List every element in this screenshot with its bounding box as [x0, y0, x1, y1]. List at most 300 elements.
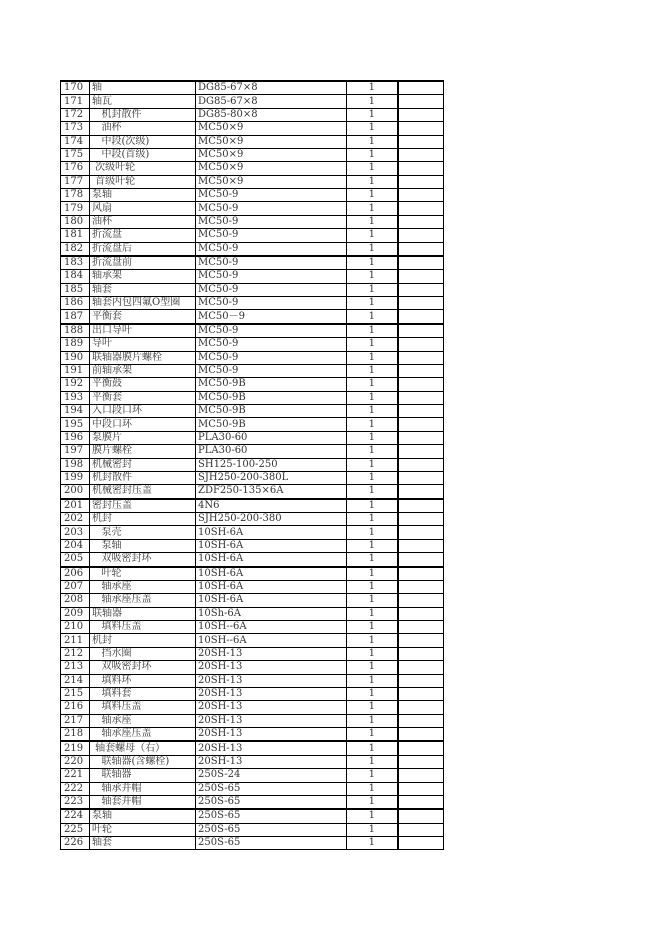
model-cell[interactable]: MC50×9 — [196, 175, 347, 188]
row-number-cell[interactable]: 196 — [61, 431, 90, 444]
quantity-cell[interactable]: 1 — [347, 594, 398, 607]
row-number-cell[interactable]: 211 — [61, 634, 90, 647]
part-name-cell[interactable]: 联轴器 — [90, 769, 196, 782]
remarks-cell[interactable] — [398, 95, 444, 108]
remarks-cell[interactable] — [398, 499, 444, 513]
part-name-cell[interactable]: 出口导叶 — [90, 324, 196, 338]
row-number-cell[interactable]: 187 — [61, 310, 90, 324]
model-cell[interactable]: MC50-9 — [196, 324, 347, 338]
quantity-cell[interactable]: 1 — [347, 175, 398, 188]
row-number-cell[interactable]: 189 — [61, 338, 90, 351]
model-cell[interactable]: 250S-65 — [196, 809, 347, 823]
quantity-cell[interactable]: 1 — [347, 526, 398, 539]
remarks-cell[interactable] — [398, 728, 444, 742]
model-cell[interactable]: 10SH-6A — [196, 539, 347, 552]
part-name-cell[interactable]: 叶轮 — [90, 567, 196, 581]
table-row — [61, 701, 444, 714]
part-name-cell[interactable]: 中段(次级) — [90, 135, 196, 148]
row-number-cell[interactable]: 183 — [61, 256, 90, 270]
remarks-cell[interactable] — [398, 202, 444, 215]
model-cell[interactable]: PLA30-60 — [196, 445, 347, 458]
model-cell[interactable]: 10SH--6A — [196, 634, 347, 647]
remarks-cell[interactable] — [398, 823, 444, 836]
model-cell[interactable]: MC50-9 — [196, 283, 347, 296]
row-number-cell[interactable]: 186 — [61, 297, 90, 310]
part-name-cell[interactable]: 轴承架 — [90, 270, 196, 283]
remarks-cell[interactable] — [398, 687, 444, 700]
part-name-cell[interactable]: 联轴器 — [90, 607, 196, 620]
part-name-cell[interactable]: 轴套并帽 — [90, 795, 196, 809]
row-number-cell[interactable]: 178 — [61, 189, 90, 202]
quantity-cell[interactable]: 1 — [347, 755, 398, 768]
part-name-cell[interactable]: 油杯 — [90, 215, 196, 228]
model-cell[interactable]: MC50-9 — [196, 202, 347, 215]
model-cell[interactable]: MC50×9 — [196, 135, 347, 148]
table-row — [61, 364, 444, 377]
quantity-cell[interactable]: 1 — [347, 256, 398, 270]
remarks-cell[interactable] — [398, 567, 444, 581]
model-cell[interactable]: MC50-9 — [196, 364, 347, 377]
row-number-cell[interactable]: 224 — [61, 809, 90, 823]
quantity-cell[interactable]: 1 — [347, 687, 398, 700]
model-cell[interactable]: MC50-9 — [196, 270, 347, 283]
remarks-cell[interactable] — [398, 256, 444, 270]
model-cell[interactable]: MC50-9B — [196, 378, 347, 391]
table-row — [61, 741, 444, 755]
part-name-cell[interactable]: 轴承并帽 — [90, 782, 196, 795]
row-number-cell[interactable]: 215 — [61, 687, 90, 700]
model-cell[interactable]: MC50-9 — [196, 242, 347, 256]
row-number-cell[interactable]: 174 — [61, 135, 90, 148]
row-number-cell[interactable]: 223 — [61, 795, 90, 809]
row-number-cell[interactable]: 221 — [61, 769, 90, 782]
remarks-cell[interactable] — [398, 580, 444, 593]
quantity-cell[interactable]: 1 — [347, 513, 398, 526]
quantity-cell[interactable]: 1 — [347, 661, 398, 674]
remarks-cell[interactable] — [398, 701, 444, 714]
row-number-cell[interactable]: 191 — [61, 364, 90, 377]
remarks-cell[interactable] — [398, 418, 444, 431]
part-name-cell[interactable]: 轴 — [90, 81, 196, 95]
remarks-cell[interactable] — [398, 175, 444, 188]
row-number-cell[interactable]: 200 — [61, 485, 90, 499]
remarks-cell[interactable] — [398, 108, 444, 121]
model-cell[interactable]: 10Sh-6A — [196, 607, 347, 620]
quantity-cell[interactable]: 1 — [347, 405, 398, 418]
part-name-cell[interactable]: 填料压盖 — [90, 621, 196, 634]
table-row — [61, 215, 444, 228]
model-cell[interactable]: 10SH-6A — [196, 553, 347, 567]
model-cell[interactable]: MC50-9 — [196, 256, 347, 270]
quantity-cell[interactable]: 1 — [347, 809, 398, 823]
row-number-cell[interactable]: 185 — [61, 283, 90, 296]
quantity-cell[interactable]: 1 — [347, 324, 398, 338]
quantity-cell[interactable]: 1 — [347, 270, 398, 283]
remarks-cell[interactable] — [398, 162, 444, 175]
table-row — [61, 418, 444, 431]
quantity-cell[interactable]: 1 — [347, 81, 398, 95]
model-cell[interactable]: 10SH-6A — [196, 580, 347, 593]
row-number-cell[interactable]: 216 — [61, 701, 90, 714]
part-name-cell[interactable]: 泵轴 — [90, 189, 196, 202]
model-cell[interactable]: MC50×9 — [196, 148, 347, 161]
quantity-cell[interactable]: 1 — [347, 701, 398, 714]
model-cell[interactable]: 20SH-13 — [196, 701, 347, 714]
quantity-cell[interactable]: 1 — [347, 418, 398, 431]
part-name-cell[interactable]: 平衡套 — [90, 310, 196, 324]
parts-table — [60, 80, 444, 850]
model-cell[interactable]: MC50-9B — [196, 391, 347, 404]
quantity-cell[interactable]: 1 — [347, 391, 398, 404]
model-cell[interactable]: MC50－9 — [196, 310, 347, 324]
remarks-cell[interactable] — [398, 621, 444, 634]
remarks-cell[interactable] — [398, 837, 444, 850]
model-cell[interactable]: DG85-80×8 — [196, 108, 347, 121]
remarks-cell[interactable] — [398, 485, 444, 499]
model-cell[interactable]: DG85-67×8 — [196, 95, 347, 108]
remarks-cell[interactable] — [398, 229, 444, 242]
remarks-cell[interactable] — [398, 782, 444, 795]
quantity-cell[interactable]: 1 — [347, 135, 398, 148]
remarks-cell[interactable] — [398, 607, 444, 620]
model-cell[interactable]: PLA30-60 — [196, 431, 347, 444]
quantity-cell[interactable]: 1 — [347, 364, 398, 377]
part-name-cell[interactable]: 机封 — [90, 513, 196, 526]
row-number-cell[interactable]: 173 — [61, 122, 90, 135]
model-cell[interactable]: 20SH-13 — [196, 687, 347, 700]
quantity-cell[interactable]: 1 — [347, 714, 398, 727]
model-cell[interactable]: MC50-9 — [196, 297, 347, 310]
table-row — [61, 809, 444, 823]
remarks-cell[interactable] — [398, 471, 444, 484]
model-cell[interactable]: MC50-9B — [196, 405, 347, 418]
model-cell[interactable]: 250S-65 — [196, 795, 347, 809]
remarks-cell[interactable] — [398, 338, 444, 351]
part-name-cell[interactable]: 导叶 — [90, 338, 196, 351]
row-number-cell[interactable]: 179 — [61, 202, 90, 215]
part-name-cell[interactable]: 机封 — [90, 634, 196, 647]
row-number-cell[interactable]: 204 — [61, 539, 90, 552]
part-name-cell[interactable]: 风扇 — [90, 202, 196, 215]
quantity-cell[interactable]: 1 — [347, 471, 398, 484]
part-name-cell[interactable]: 中段口环 — [90, 418, 196, 431]
remarks-cell[interactable] — [398, 431, 444, 444]
row-number-cell[interactable]: 188 — [61, 324, 90, 338]
remarks-cell[interactable] — [398, 674, 444, 687]
part-name-cell[interactable]: 机械密封压盖 — [90, 485, 196, 499]
quantity-cell[interactable]: 1 — [347, 823, 398, 836]
part-name-cell[interactable]: 双吸密封环 — [90, 553, 196, 567]
quantity-cell[interactable]: 1 — [347, 229, 398, 242]
row-number-cell[interactable]: 180 — [61, 215, 90, 228]
quantity-cell[interactable]: 1 — [347, 431, 398, 444]
remarks-cell[interactable] — [398, 270, 444, 283]
row-number-cell[interactable]: 176 — [61, 162, 90, 175]
model-cell[interactable]: MC50-9 — [196, 229, 347, 242]
row-number-cell[interactable]: 182 — [61, 242, 90, 256]
model-cell[interactable]: MC50-9B — [196, 418, 347, 431]
row-number-cell[interactable]: 195 — [61, 418, 90, 431]
row-number-cell[interactable]: 198 — [61, 458, 90, 471]
part-name-cell[interactable]: 填料套 — [90, 687, 196, 700]
part-name-cell[interactable]: 首级叶轮 — [90, 175, 196, 188]
part-name-cell[interactable]: 折流盘前 — [90, 256, 196, 270]
part-name-cell[interactable]: 叶轮 — [90, 823, 196, 836]
remarks-cell[interactable] — [398, 189, 444, 202]
model-cell[interactable]: SJH250-200-380 — [196, 513, 347, 526]
part-name-cell[interactable]: 膜片螺栓 — [90, 445, 196, 458]
quantity-cell[interactable]: 1 — [347, 485, 398, 499]
model-cell[interactable]: ZDF250-135×6A — [196, 485, 347, 499]
part-name-cell[interactable]: 平衡套 — [90, 391, 196, 404]
model-cell[interactable]: 250S-24 — [196, 769, 347, 782]
row-number-cell[interactable]: 203 — [61, 526, 90, 539]
table-row — [61, 526, 444, 539]
quantity-cell[interactable]: 1 — [347, 162, 398, 175]
table-row — [61, 499, 444, 513]
part-name-cell[interactable]: 折流盘后 — [90, 242, 196, 256]
part-name-cell[interactable]: 密封压盖 — [90, 499, 196, 513]
part-name-cell[interactable]: 轴承座压盖 — [90, 594, 196, 607]
model-cell[interactable]: 250S-65 — [196, 823, 347, 836]
remarks-cell[interactable] — [398, 283, 444, 296]
table-row — [61, 162, 444, 175]
row-number-cell[interactable]: 205 — [61, 553, 90, 567]
remarks-cell[interactable] — [398, 634, 444, 647]
part-name-cell[interactable]: 次级叶轮 — [90, 162, 196, 175]
remarks-cell[interactable] — [398, 324, 444, 338]
remarks-cell[interactable] — [398, 445, 444, 458]
model-cell[interactable]: MC50-9 — [196, 351, 347, 364]
row-number-cell[interactable]: 197 — [61, 445, 90, 458]
quantity-cell[interactable]: 1 — [347, 634, 398, 647]
quantity-cell[interactable]: 1 — [347, 458, 398, 471]
remarks-cell[interactable] — [398, 594, 444, 607]
quantity-cell[interactable]: 1 — [347, 215, 398, 228]
remarks-cell[interactable] — [398, 215, 444, 228]
model-cell[interactable]: MC50-9 — [196, 338, 347, 351]
quantity-cell[interactable]: 1 — [347, 553, 398, 567]
quantity-cell[interactable]: 1 — [347, 310, 398, 324]
quantity-cell[interactable]: 1 — [347, 148, 398, 161]
quantity-cell[interactable]: 1 — [347, 580, 398, 593]
table-row — [61, 647, 444, 660]
row-number-cell[interactable]: 193 — [61, 391, 90, 404]
quantity-cell[interactable]: 1 — [347, 189, 398, 202]
row-number-cell[interactable]: 225 — [61, 823, 90, 836]
remarks-cell[interactable] — [398, 122, 444, 135]
remarks-cell[interactable] — [398, 458, 444, 471]
model-cell[interactable]: 20SH-13 — [196, 741, 347, 755]
remarks-cell[interactable] — [398, 647, 444, 660]
remarks-cell[interactable] — [398, 755, 444, 768]
row-number-cell[interactable]: 226 — [61, 837, 90, 850]
part-name-cell[interactable]: 轴承座压盖 — [90, 728, 196, 742]
row-number-cell[interactable]: 209 — [61, 607, 90, 620]
part-name-cell[interactable]: 前轴承架 — [90, 364, 196, 377]
part-name-cell[interactable]: 平衡鼓 — [90, 378, 196, 391]
model-cell[interactable]: 10SH-6A — [196, 567, 347, 581]
model-cell[interactable]: 20SH-13 — [196, 714, 347, 727]
remarks-cell[interactable] — [398, 378, 444, 391]
remarks-cell[interactable] — [398, 769, 444, 782]
remarks-cell[interactable] — [398, 310, 444, 324]
model-cell[interactable]: 10SH-6A — [196, 594, 347, 607]
part-name-cell[interactable]: 泵膜片 — [90, 431, 196, 444]
remarks-cell[interactable] — [398, 391, 444, 404]
table-row — [61, 405, 444, 418]
model-cell[interactable]: 4N6 — [196, 499, 347, 513]
quantity-cell[interactable]: 1 — [347, 242, 398, 256]
model-cell[interactable]: MC50-9 — [196, 215, 347, 228]
part-name-cell[interactable]: 轴承座 — [90, 580, 196, 593]
part-name-cell[interactable]: 机封散件 — [90, 471, 196, 484]
quantity-cell[interactable]: 1 — [347, 122, 398, 135]
model-cell[interactable]: SH125-100-250 — [196, 458, 347, 471]
row-number-cell[interactable]: 212 — [61, 647, 90, 660]
quantity-cell[interactable]: 1 — [347, 499, 398, 513]
part-name-cell[interactable]: 联轴器膜片螺栓 — [90, 351, 196, 364]
quantity-cell[interactable]: 1 — [347, 728, 398, 742]
model-cell[interactable]: 20SH-13 — [196, 755, 347, 768]
part-name-cell[interactable]: 轴承座 — [90, 714, 196, 727]
model-cell[interactable]: SJH250-200-380L — [196, 471, 347, 484]
row-number-cell[interactable]: 184 — [61, 270, 90, 283]
quantity-cell[interactable]: 1 — [347, 351, 398, 364]
quantity-cell[interactable]: 1 — [347, 378, 398, 391]
row-number-cell[interactable]: 219 — [61, 741, 90, 755]
remarks-cell[interactable] — [398, 714, 444, 727]
quantity-cell[interactable]: 1 — [347, 795, 398, 809]
row-number-cell[interactable]: 177 — [61, 175, 90, 188]
model-cell[interactable]: 250S-65 — [196, 837, 347, 850]
remarks-cell[interactable] — [398, 148, 444, 161]
row-number-cell[interactable]: 181 — [61, 229, 90, 242]
row-number-cell[interactable]: 201 — [61, 499, 90, 513]
quantity-cell[interactable]: 1 — [347, 297, 398, 310]
quantity-cell[interactable]: 1 — [347, 769, 398, 782]
remarks-cell[interactable] — [398, 297, 444, 310]
quantity-cell[interactable]: 1 — [347, 283, 398, 296]
part-name-cell[interactable]: 机封散件 — [90, 108, 196, 121]
row-number-cell[interactable]: 170 — [61, 81, 90, 95]
part-name-cell[interactable]: 轴套 — [90, 837, 196, 850]
part-name-cell[interactable]: 泵壳 — [90, 526, 196, 539]
quantity-cell[interactable]: 1 — [347, 607, 398, 620]
model-cell[interactable]: 20SH-13 — [196, 728, 347, 742]
model-cell[interactable]: 250S-65 — [196, 782, 347, 795]
quantity-cell[interactable]: 1 — [347, 674, 398, 687]
part-name-cell[interactable]: 入口段口环 — [90, 405, 196, 418]
remarks-cell[interactable] — [398, 553, 444, 567]
part-name-cell[interactable]: 填料环 — [90, 674, 196, 687]
row-number-cell[interactable]: 213 — [61, 661, 90, 674]
quantity-cell[interactable]: 1 — [347, 445, 398, 458]
table-row — [61, 458, 444, 471]
remarks-cell[interactable] — [398, 242, 444, 256]
quantity-cell[interactable]: 1 — [347, 567, 398, 581]
remarks-cell[interactable] — [398, 795, 444, 809]
quantity-cell[interactable]: 1 — [347, 108, 398, 121]
quantity-cell[interactable]: 1 — [347, 621, 398, 634]
remarks-cell[interactable] — [398, 351, 444, 364]
part-name-cell[interactable]: 中段(首级) — [90, 148, 196, 161]
table-row — [61, 553, 444, 567]
quantity-cell[interactable]: 1 — [347, 95, 398, 108]
table-row — [61, 445, 444, 458]
part-name-cell[interactable]: 联轴器(含螺栓) — [90, 755, 196, 768]
quantity-cell[interactable]: 1 — [347, 539, 398, 552]
row-number-cell[interactable]: 222 — [61, 782, 90, 795]
part-name-cell[interactable]: 挡水圈 — [90, 647, 196, 660]
remarks-cell[interactable] — [398, 741, 444, 755]
part-name-cell[interactable]: 双吸密封环 — [90, 661, 196, 674]
model-cell[interactable]: 20SH-13 — [196, 661, 347, 674]
part-name-cell[interactable]: 泵轴 — [90, 539, 196, 552]
row-number-cell[interactable]: 175 — [61, 148, 90, 161]
row-number-cell[interactable]: 218 — [61, 728, 90, 742]
model-cell[interactable]: 10SH-6A — [196, 526, 347, 539]
model-cell[interactable]: DG85-67×8 — [196, 81, 347, 95]
row-number-cell[interactable]: 210 — [61, 621, 90, 634]
model-cell[interactable]: MC50×9 — [196, 162, 347, 175]
row-number-cell[interactable]: 214 — [61, 674, 90, 687]
part-name-cell[interactable]: 轴套 — [90, 283, 196, 296]
remarks-cell[interactable] — [398, 513, 444, 526]
row-number-cell[interactable]: 208 — [61, 594, 90, 607]
row-number-cell[interactable]: 207 — [61, 580, 90, 593]
row-number-cell[interactable]: 220 — [61, 755, 90, 768]
part-name-cell[interactable]: 轴瓦 — [90, 95, 196, 108]
quantity-cell[interactable]: 1 — [347, 338, 398, 351]
row-number-cell[interactable]: 206 — [61, 567, 90, 581]
part-name-cell[interactable]: 填料压盖 — [90, 701, 196, 714]
part-name-cell[interactable]: 机械密封 — [90, 458, 196, 471]
remarks-cell[interactable] — [398, 135, 444, 148]
row-number-cell[interactable]: 190 — [61, 351, 90, 364]
row-number-cell[interactable]: 217 — [61, 714, 90, 727]
model-cell[interactable]: MC50×9 — [196, 122, 347, 135]
row-number-cell[interactable]: 192 — [61, 378, 90, 391]
model-cell[interactable]: 20SH-13 — [196, 647, 347, 660]
quantity-cell[interactable]: 1 — [347, 202, 398, 215]
remarks-cell[interactable] — [398, 364, 444, 377]
remarks-cell[interactable] — [398, 809, 444, 823]
row-number-cell[interactable]: 199 — [61, 471, 90, 484]
quantity-cell[interactable]: 1 — [347, 782, 398, 795]
part-name-cell[interactable]: 轴套内包四氟O型圈 — [90, 297, 196, 310]
remarks-cell[interactable] — [398, 405, 444, 418]
quantity-cell[interactable]: 1 — [347, 741, 398, 755]
model-cell[interactable]: 20SH-13 — [196, 674, 347, 687]
row-number-cell[interactable]: 202 — [61, 513, 90, 526]
part-name-cell[interactable]: 油杯 — [90, 122, 196, 135]
remarks-cell[interactable] — [398, 661, 444, 674]
row-number-cell[interactable]: 171 — [61, 95, 90, 108]
quantity-cell[interactable]: 1 — [347, 837, 398, 850]
quantity-cell[interactable]: 1 — [347, 647, 398, 660]
row-number-cell[interactable]: 172 — [61, 108, 90, 121]
part-name-cell[interactable]: 泵轴 — [90, 809, 196, 823]
remarks-cell[interactable] — [398, 526, 444, 539]
model-cell[interactable]: MC50-9 — [196, 189, 347, 202]
part-name-cell[interactable]: 轴套螺母（右） — [90, 741, 196, 755]
remarks-cell[interactable] — [398, 539, 444, 552]
remarks-cell[interactable] — [398, 81, 444, 95]
row-number-cell[interactable]: 194 — [61, 405, 90, 418]
model-cell[interactable]: 10SH--6A — [196, 621, 347, 634]
part-name-cell[interactable]: 折流盘 — [90, 229, 196, 242]
